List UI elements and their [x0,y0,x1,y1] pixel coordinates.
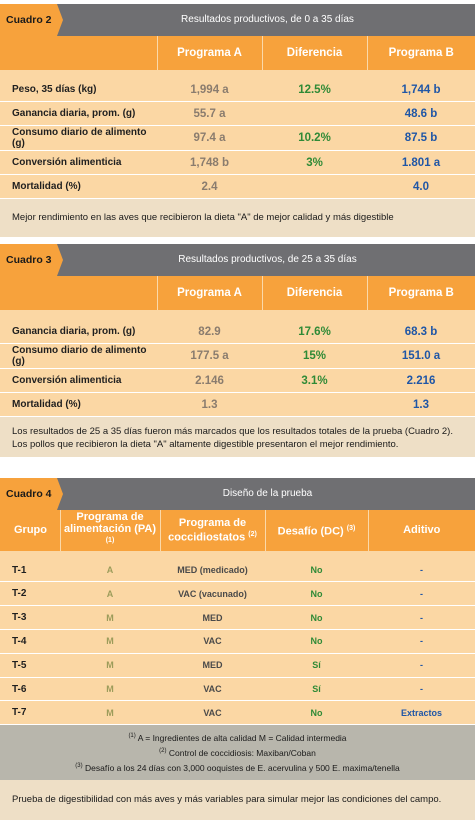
value-programa-a: 97.4 a [157,126,262,151]
aditivo-cell: - [368,559,475,582]
desafio-cell: No [265,559,368,582]
desafio-cell: Sí [265,677,368,701]
grupo-cell: T-6 [0,677,60,701]
pa-cell: M [60,653,160,677]
coccidiostato-cell: VAC [160,630,265,654]
table-row [0,606,475,630]
table-row [0,677,475,701]
grupo-cell: T-1 [0,559,60,582]
cuadro-2-header [0,4,475,36]
desafio-cell: No [265,630,368,654]
cuadro-4-note: Prueba de digestibilidad con más aves y más variables para simular mejor las condiciones del campo. [0,780,475,820]
value-programa-a: 1,748 b [157,151,262,175]
value-programa-b: 4.0 [367,175,475,199]
row-label: Ganancia diaria, prom. (g) [0,102,157,126]
coccidiostato-cell: MED [160,606,265,630]
value-programa-b: 1.801 a [367,151,475,175]
row-label: Peso, 35 días (kg) [0,78,157,102]
desafio-cell: No [265,701,368,725]
table-row [0,320,475,344]
header-programa-coccidiostatos: Programa de coccidiostatos $^{(2)}$ [160,510,265,551]
cuadro-4-header [0,478,475,510]
value-diferencia: 3.1% [262,369,367,393]
table-row [0,559,475,582]
cuadro-4 [0,478,475,820]
value-programa-b: 151.0 a [367,344,475,369]
pa-cell: M [60,630,160,654]
table-row [0,653,475,677]
cuadro-3-tab: Cuadro 3 [0,244,57,276]
coccidiostato-cell: VAC (vacunado) [160,582,265,606]
value-diferencia [262,393,367,417]
cuadro-3-note-line-2: Los pollos que recibieron la dieta "A" altamente digestible presentaron el mejor rendimiento. [12,439,399,450]
value-programa-b: 48.6 b [367,102,475,126]
value-diferencia: 15% [262,344,367,369]
pa-cell: M [60,677,160,701]
table-row [0,78,475,102]
row-label: Conversión alimenticia [0,369,157,393]
coccidiostato-cell: MED [160,653,265,677]
table-row [0,393,475,417]
cuadro-4-tab: Cuadro 4 [0,478,57,510]
grupo-cell: T-3 [0,606,60,630]
table-row [0,630,475,654]
cuadro-4-title: Diseño de la prueba [222,488,313,499]
header-blank [0,36,157,70]
row-label: Ganancia diaria, prom. (g) [0,320,157,344]
row-label: Mortalidad (%) [0,393,157,417]
table-row [0,151,475,175]
desafio-cell: No [265,606,368,630]
value-programa-b: 87.5 b [367,126,475,151]
aditivo-cell: - [368,653,475,677]
value-programa-a: 177.5 a [157,344,262,369]
header-programa-a: Programa A [157,276,262,310]
row-label: Consumo diario de alimento (g) [0,126,157,151]
cuadro-4-footnotes [0,725,475,779]
table-row [0,175,475,199]
cuadro-4-table [0,510,475,725]
row-label: Mortalidad (%) [0,175,157,199]
header-blank [0,276,157,310]
value-programa-a: 1.3 [157,393,262,417]
table-row [0,126,475,151]
footnote-3: $^{(3)}$ Desafío a los 24 días con 3,000 ooquistes de E. acervulina y 500 E. maxima/tenella [75,762,400,773]
value-programa-a: 2.146 [157,369,262,393]
row-label: Conversión alimenticia [0,151,157,175]
table-row [0,369,475,393]
footnote-1: $^{(1)}$ A = Ingredientes de alta calidad M = Calidad intermedia [128,733,347,744]
coccidiostato-cell: VAC [160,677,265,701]
value-programa-a: 1,994 a [157,78,262,102]
header-grupo: Grupo [0,510,60,551]
value-diferencia: 17.6% [262,320,367,344]
cuadro-3-table [0,276,475,417]
cuadro-3-note-line-1: Los resultados de 25 a 35 días fueron más marcados que los resultados totales de la prueba (Cuadro 2). [12,426,453,437]
table-row [0,102,475,126]
cuadro-2-tab: Cuadro 2 [0,4,57,36]
table-row [0,701,475,725]
value-programa-a: 2.4 [157,175,262,199]
value-programa-a: 55.7 a [157,102,262,126]
cuadro-3-title: Resultados productivos, de 25 a 35 días [178,254,357,265]
value-programa-b: 2.216 [367,369,475,393]
cuadro-3-header [0,244,475,276]
grupo-cell: T-2 [0,582,60,606]
cuadro-2-table [0,36,475,199]
value-diferencia [262,102,367,126]
header-desafio: Desafío (DC) $^{(3)}$ [265,510,368,551]
header-aditivo: Aditivo [368,510,475,551]
aditivo-cell: - [368,630,475,654]
value-programa-a: 82.9 [157,320,262,344]
table-row [0,582,475,606]
aditivo-cell: - [368,606,475,630]
aditivo-cell: - [368,582,475,606]
value-diferencia: 10.2% [262,126,367,151]
row-label: Consumo diario de alimento (g) [0,344,157,369]
value-diferencia: 12.5% [262,78,367,102]
value-programa-b: 68.3 b [367,320,475,344]
pa-cell: A [60,559,160,582]
table-row [0,344,475,369]
aditivo-cell: - [368,677,475,701]
desafio-cell: No [265,582,368,606]
header-programa-alimentacion: Programa de alimentación (PA) $^{(1)}$ [60,510,160,551]
cuadro-2-note: Mejor rendimiento en las aves que recibieron la dieta "A" de mejor calidad y más digestible [0,199,475,237]
cuadro-2-title: Resultados productivos, de 0 a 35 días [181,14,354,25]
value-programa-b: 1.3 [367,393,475,417]
cuadro-3 [0,244,475,457]
pa-cell: A [60,582,160,606]
coccidiostato-cell: VAC [160,701,265,725]
header-diferencia: Diferencia [262,276,367,310]
value-diferencia [262,175,367,199]
cuadro-2 [0,4,475,237]
value-diferencia: 3% [262,151,367,175]
grupo-cell: T-5 [0,653,60,677]
desafio-cell: Sí [265,653,368,677]
header-programa-a: Programa A [157,36,262,70]
grupo-cell: T-4 [0,630,60,654]
pa-cell: M [60,701,160,725]
coccidiostato-cell: MED (medicado) [160,559,265,582]
header-programa-b: Programa B [367,276,475,310]
value-programa-b: 1,744 b [367,78,475,102]
pa-cell: M [60,606,160,630]
grupo-cell: T-7 [0,701,60,725]
cuadro-3-note [0,417,475,457]
footnote-2: $^{(2)}$ Control de coccidiosis: Maxiban/Coban [159,747,316,758]
header-programa-b: Programa B [367,36,475,70]
aditivo-cell: Extractos [368,701,475,725]
header-diferencia: Diferencia [262,36,367,70]
